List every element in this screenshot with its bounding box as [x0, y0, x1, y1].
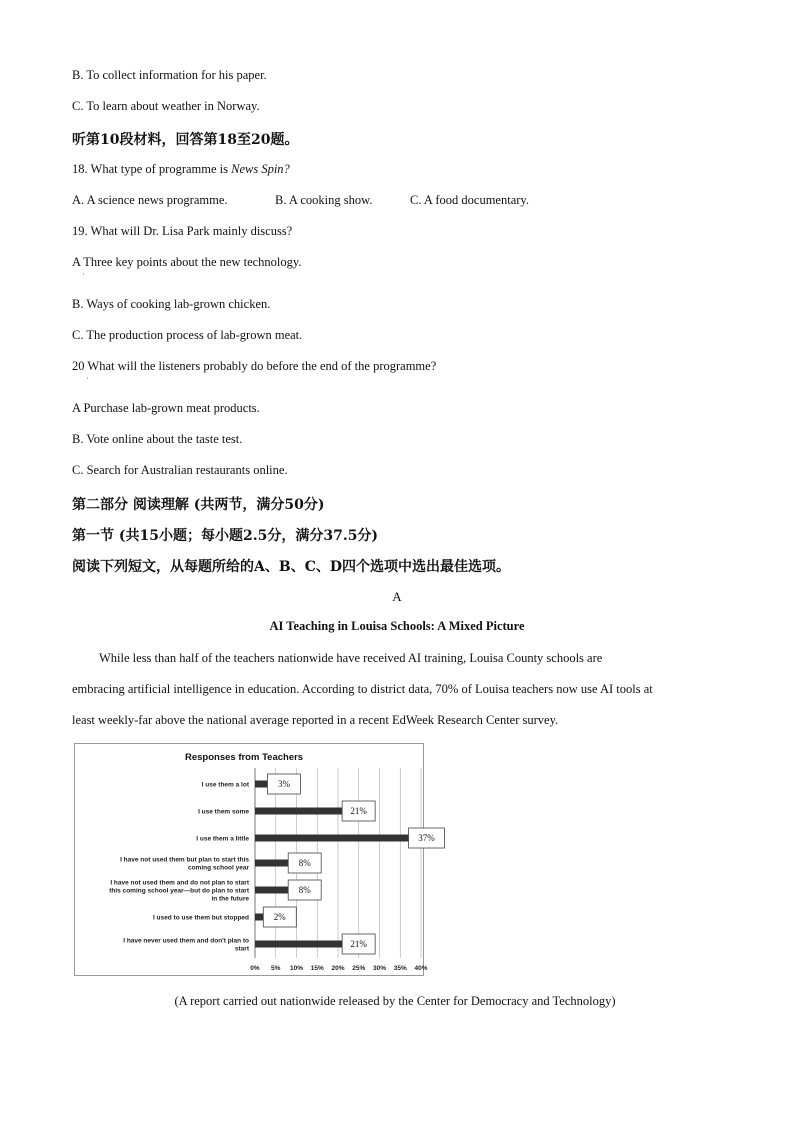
bar	[255, 887, 288, 894]
value-label: 3%	[277, 779, 290, 789]
bar	[255, 835, 409, 842]
q19-option-c: C. The production process of lab-grown meat.	[72, 328, 303, 342]
passage-letter: A	[392, 589, 402, 604]
q19-stem: 19. What will Dr. Lisa Park mainly discuss?	[72, 224, 293, 238]
category-label: in the future	[211, 895, 249, 903]
passage-title: AI Teaching in Louisa Schools: A Mixed Picture	[269, 619, 525, 633]
passage-line: embracing artificial intelligence in education. According to district data, 70% of Louisa teachers now use AI tools at	[72, 682, 653, 696]
bar	[255, 808, 342, 815]
chart-title: Responses from Teachers	[185, 752, 304, 763]
category-label: I use them a little	[196, 835, 249, 843]
chart-canvas	[75, 744, 435, 975]
category-label: I used to use them but stopped	[152, 914, 249, 922]
x-tick-label: 25%	[352, 965, 366, 972]
section1-title: 第一节 (共15小题；每小题2.5分，满分37.5分)	[72, 528, 379, 544]
q18-stem-text: 18. What type of programme is	[72, 162, 232, 176]
teacher-responses-chart	[74, 743, 435, 976]
category-label: I have not used them and do not plan to start	[110, 879, 249, 887]
q18-option-a: A. A science news programme.	[72, 193, 228, 207]
q18-stem	[72, 162, 290, 177]
bar	[255, 781, 267, 788]
section-10-header: 听第10段材料，回答第18至20题。	[72, 132, 299, 148]
value-label: 8%	[298, 858, 311, 868]
part2-title: 第二部分 阅读理解 (共两节，满分50分)	[72, 497, 325, 513]
category-label: I use them a lot	[201, 781, 249, 789]
value-label: 2%	[273, 912, 286, 922]
category-label: this coming school year—but do plan to start	[109, 887, 249, 895]
category-label: coming school year	[187, 864, 249, 872]
q17-option-c: C. To learn about weather in Norway.	[72, 99, 260, 113]
x-tick-label: 5%	[271, 965, 281, 972]
x-tick-label: 20%	[331, 965, 345, 972]
x-tick-label: 10%	[289, 965, 304, 972]
q18-programme-name: News Spin?	[231, 162, 290, 176]
q18-option-c: C. A food documentary.	[410, 193, 529, 207]
value-label: 21%	[350, 806, 367, 816]
value-label: 8%	[298, 885, 311, 895]
q20-stem: 20 What will the listeners probably do before the end of the programme?	[72, 359, 437, 373]
category-label: I have never used them and don't plan to	[123, 937, 249, 945]
q20-option-b: B. Vote online about the taste test.	[72, 432, 243, 446]
q20-option-c: C. Search for Australian restaurants online.	[72, 463, 288, 477]
passage-line: least weekly-far above the national average reported in a recent EdWeek Research Center survey.	[72, 713, 559, 727]
bar	[255, 860, 288, 867]
x-tick-label: 0%	[250, 965, 260, 972]
passage-paragraph	[72, 643, 722, 736]
q19-option-a: A Three key points about the new technology.	[72, 255, 302, 269]
stray-dot: ·	[82, 270, 85, 279]
value-label: 21%	[350, 939, 367, 949]
q17-option-b: B. To collect information for his paper.	[72, 68, 267, 82]
x-tick-label: 40%	[414, 965, 428, 972]
category-label: I have not used them but plan to start this	[120, 856, 249, 864]
q19-option-b: B. Ways of cooking lab-grown chicken.	[72, 297, 271, 311]
bar	[255, 914, 263, 921]
stray-dot: ·	[86, 374, 89, 383]
q18-option-b: B. A cooking show.	[275, 193, 373, 207]
reading-instructions: 阅读下列短文，从每题所给的A、B、C、D四个选项中选出最佳选项。	[72, 559, 510, 575]
x-tick-label: 35%	[393, 965, 407, 972]
bar	[255, 941, 342, 948]
x-tick-label: 30%	[372, 965, 387, 972]
chart-caption: (A report carried out nationwide released by the Center for Democracy and Technology)	[174, 994, 616, 1008]
passage-line: While less than half of the teachers nationwide have received AI training, Louisa County schools are	[99, 651, 603, 665]
x-tick-label: 15%	[310, 965, 324, 972]
value-label: 37%	[418, 833, 435, 843]
category-label: I use them some	[198, 808, 249, 816]
q20-option-a: A Purchase lab-grown meat products.	[72, 401, 260, 415]
category-label: start	[234, 945, 249, 953]
q18-options	[72, 193, 529, 208]
